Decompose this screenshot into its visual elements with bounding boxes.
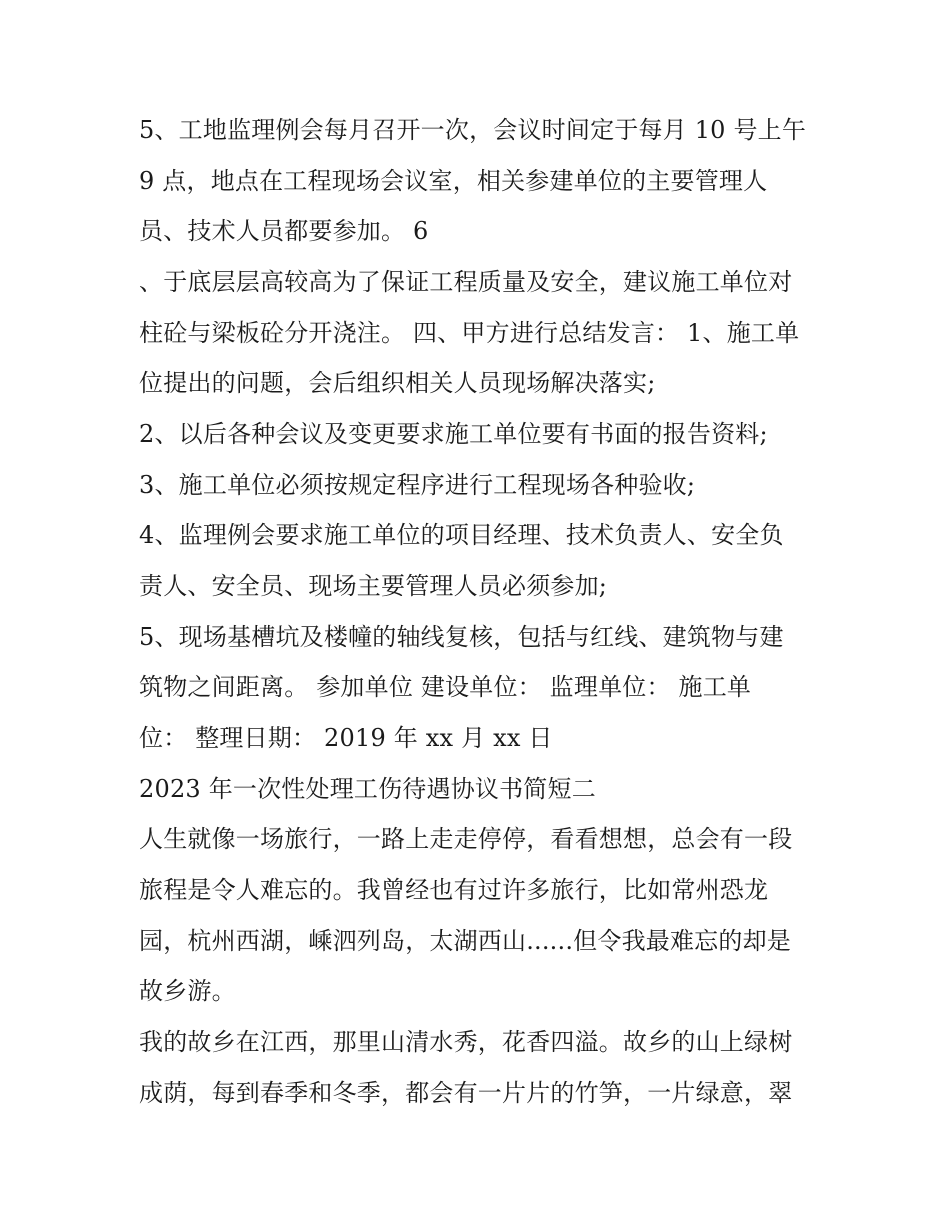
text-line: 柱砼与梁板砼分开浇注。 四、甲方进行总结发言： 1、施工单 <box>139 319 800 347</box>
text-line: 人生就像一场旅行，一路上走走停停，看看想想，总会有一段 <box>139 825 793 853</box>
text-line: 筑物之间距离。 参加单位 建设单位： 监理单位： 施工单 <box>139 673 752 701</box>
text-line: 9 点，地点在工程现场会议室，相关参建单位的主要管理人 <box>139 167 768 195</box>
text-line: 员、技术人员都要参加。 6 <box>139 217 429 245</box>
text-line: 、于底层层高较高为了保证工程质量及安全，建议施工单位对 <box>139 268 793 296</box>
text-line: 责人、安全员、现场主要管理人员必须参加; <box>139 572 608 600</box>
text-line: 园，杭州西湖，嵊泗列岛，太湖西山......但令我最难忘的却是 <box>139 927 791 955</box>
text-line: 我的故乡在江西，那里山清水秀，花香四溢。故乡的山上绿树 <box>139 1028 793 1056</box>
text-line: 2、以后各种会议及变更要求施工单位要有书面的报告资料; <box>139 420 768 448</box>
text-line: 位： 整理日期： 2019 年 xx 月 xx 日 <box>139 724 553 752</box>
text-line: 5、工地监理例会每月召开一次，会议时间定于每月 10 号上午 <box>139 116 807 144</box>
text-line: 故乡游。 <box>139 977 236 1005</box>
text-line: 5、现场基槽坑及楼幢的轴线复核，包括与红线、建筑物与建 <box>139 623 784 651</box>
text-line: 旅程是令人难忘的。我曾经也有过许多旅行，比如常州恐龙 <box>139 876 769 904</box>
text-line: 4、监理例会要求施工单位的项目经理、技术负责人、安全负 <box>139 521 784 549</box>
text-line: 位提出的问题，会后组织相关人员现场解决落实; <box>139 369 656 397</box>
text-line: 成荫，每到春季和冬季，都会有一片片的竹笋，一片绿意，翠 <box>139 1079 793 1107</box>
text-line: 3、施工单位必须按规定程序进行工程现场各种验收; <box>139 471 696 499</box>
section-heading: 2023 年一次性处理工伤待遇协议书简短二 <box>139 775 596 803</box>
